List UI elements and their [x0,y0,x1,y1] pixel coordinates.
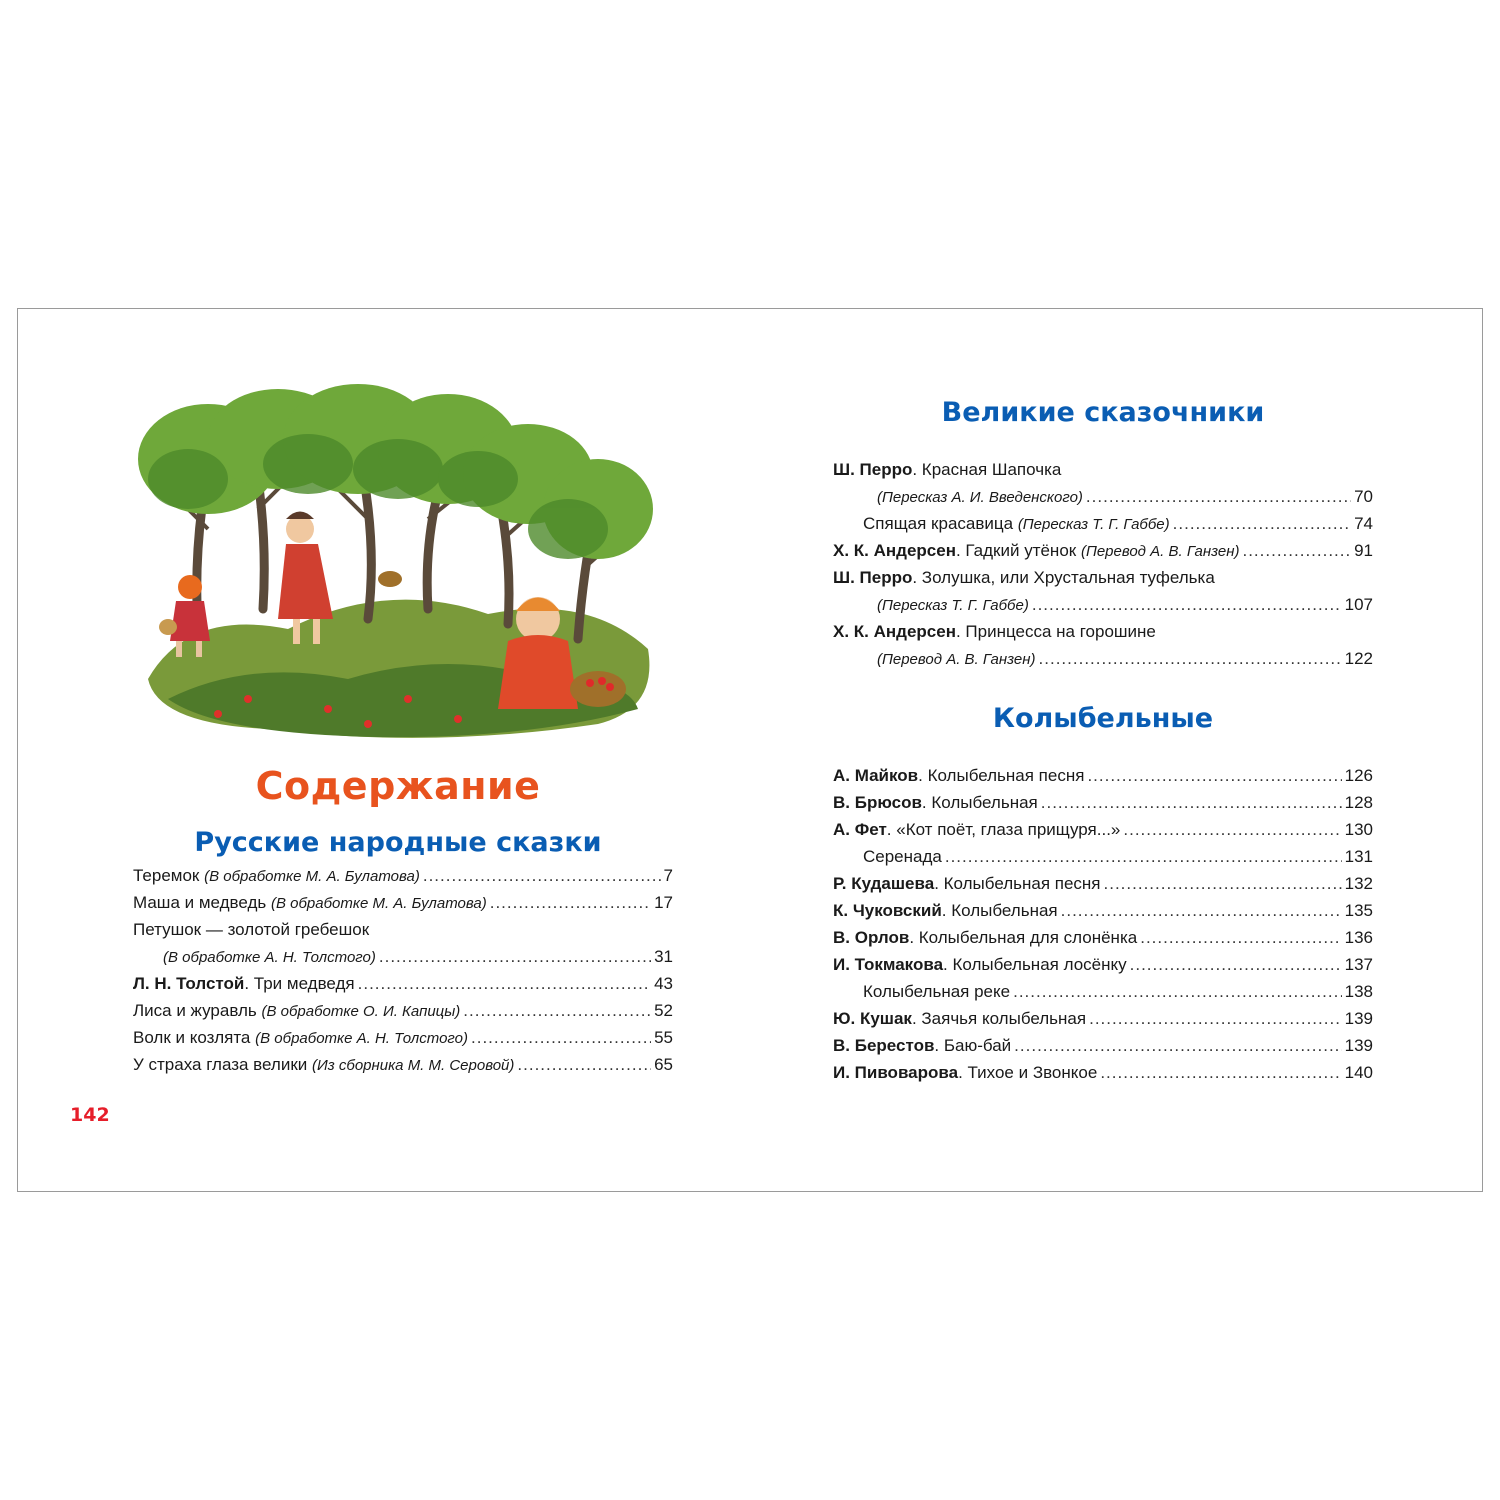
section-title-lullabies: Колыбельные [992,703,1214,734]
toc-row[interactable]: Колыбельная реке ..... 138 [833,978,1373,1005]
toc-row[interactable]: Х. К. Андерсен. Принцесса на горошине [833,622,1156,641]
toc-row[interactable]: У страха глаза велики (Из сборника М. М. Серовой) ..... 65 [133,1051,673,1078]
toc-row[interactable]: (Перевод А. В. Ганзен) ..... 122 [833,645,1373,672]
toc-row[interactable]: Серенада ..... 131 [833,843,1373,870]
section-title-russian-tales: Русские народные сказки [194,827,602,858]
children-picking-strawberries-illustration [128,379,668,759]
toc-row[interactable]: А. Майков. Колыбельная песня ..... 126 [833,762,1373,789]
toc-row[interactable]: (Пересказ Т. Г. Габбе) ..... 107 [833,591,1373,618]
toc-row[interactable]: Л. Н. Толстой. Три медведя ..... 43 [133,970,673,997]
book-spread [17,308,1483,1192]
toc-right-lullabies [833,762,1373,1086]
toc-left [133,862,673,1078]
toc-right-storytellers [833,456,1373,672]
toc-row[interactable]: Ш. Перро. Красная Шапочка [833,460,1062,479]
toc-row[interactable]: В. Орлов. Колыбельная для слонёнка ..... 136 [833,924,1373,951]
toc-row[interactable]: В. Брюсов. Колыбельная ..... 128 [833,789,1373,816]
toc-row[interactable]: Ш. Перро. Золушка, или Хрустальная туфелька [833,568,1215,587]
toc-row[interactable]: Теремок (В обработке М. А. Булатова) ..... 7 [133,862,673,889]
section-title-great-storytellers: Великие сказочники [941,397,1265,428]
toc-row[interactable]: Х. К. Андерсен. Гадкий утёнок (Перевод А. В. Ганзен) ..... 91 [833,537,1373,564]
toc-row[interactable]: А. Фет. «Кот поёт, глаза прищуря...» ..... 130 [833,816,1373,843]
toc-row[interactable]: И. Пивоварова. Тихое и Звонкое ..... 140 [833,1059,1373,1086]
toc-row[interactable]: К. Чуковский. Колыбельная ..... 135 [833,897,1373,924]
toc-row[interactable]: Лиса и журавль (В обработке О. И. Капицы) ..... 52 [133,997,673,1024]
toc-row[interactable]: Спящая красавица (Пересказ Т. Г. Габбе) ..... 74 [833,510,1373,537]
toc-row[interactable]: (В обработке А. Н. Толстого) ..... 31 [133,943,673,970]
toc-row[interactable]: Маша и медведь (В обработке М. А. Булатова) ..... 17 [133,889,673,916]
contents-title: Содержание [255,764,541,808]
toc-row[interactable]: Р. Кудашева. Колыбельная песня ..... 132 [833,870,1373,897]
toc-row[interactable]: Петушок — золотой гребешок [133,920,370,939]
toc-row[interactable]: И. Токмакова. Колыбельная лосёнку ..... 137 [833,951,1373,978]
page-number: 142 [70,1104,110,1126]
toc-row[interactable]: Ю. Кушак. Заячья колыбельная ..... 139 [833,1005,1373,1032]
toc-row[interactable]: (Пересказ А. И. Введенского) ..... 70 [833,483,1373,510]
toc-row[interactable]: Волк и козлята (В обработке А. Н. Толстого) ..... 55 [133,1024,673,1051]
toc-row[interactable]: В. Берестов. Баю-бай ..... 139 [833,1032,1373,1059]
